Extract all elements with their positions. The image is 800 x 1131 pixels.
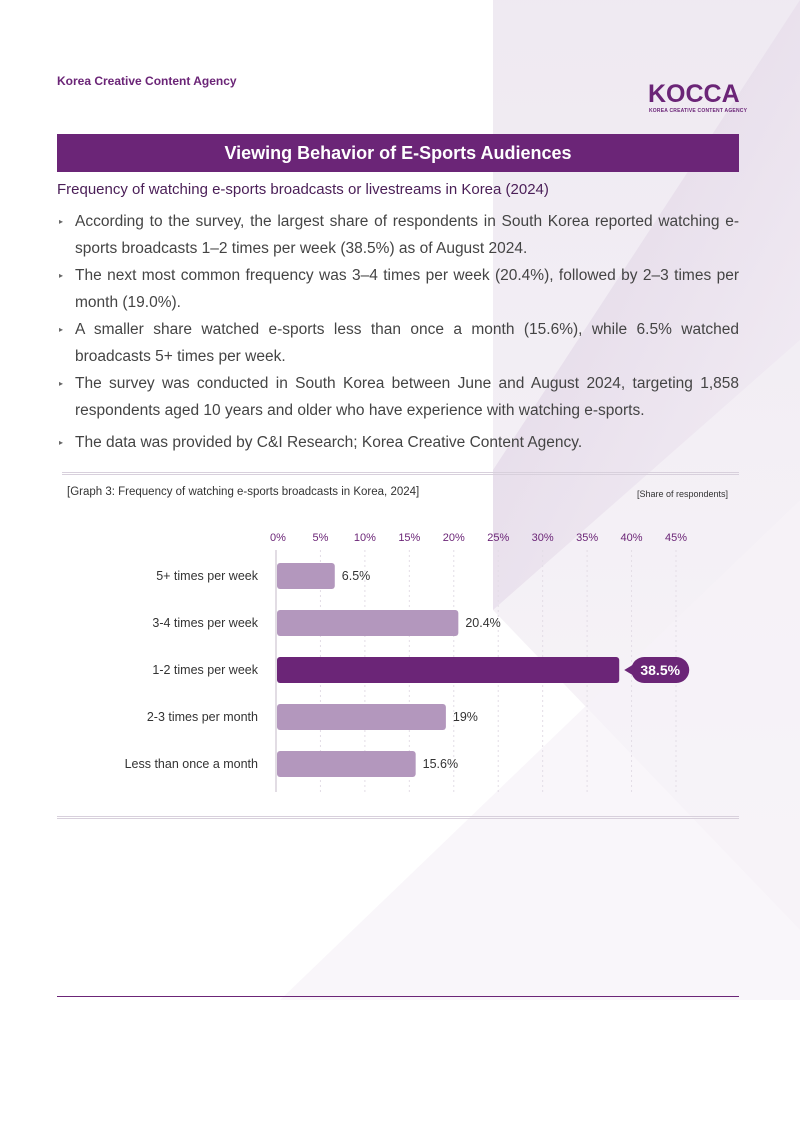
x-tick-label: 15% (398, 532, 421, 544)
bullet-item: ▸ The data was provided by C&I Research; Korea Creative Content Agency. (57, 429, 739, 456)
bullet-triangle-icon: ▸ (59, 217, 64, 226)
category-label: Less than once a month (124, 757, 258, 771)
logo-subtitle: KOREA CREATIVE CONTENT AGENCY (649, 108, 748, 114)
value-label: 15.6% (422, 757, 459, 771)
organization-name: Korea Creative Content Agency (57, 74, 237, 88)
bullet-item: ▸ The survey was conducted in South Korea between June and August 2024, targeting 1,858 respondents aged 10 years and older who have experience with watching e-sports. (57, 370, 739, 424)
value-label: 6.5% (341, 569, 371, 583)
x-tick-label: 20% (442, 532, 465, 544)
bar (277, 751, 416, 777)
x-tick-label: 10% (353, 532, 376, 544)
x-tick-label: 30% (531, 532, 554, 544)
value-label: 19% (452, 710, 478, 724)
x-tick-label: 0% (270, 532, 286, 544)
bullet-item: ▸ According to the survey, the largest share of respondents in South Korea reported watching e-sports broadcasts 1–2 times per week (38.5%) as of August 2024. (57, 208, 739, 262)
category-label: 5+ times per week (156, 569, 258, 583)
bullet-triangle-icon: ▸ (59, 438, 64, 447)
category-label: 1-2 times per week (152, 663, 258, 677)
bullet-item: ▸ A smaller share watched e-sports less than once a month (15.6%), while 6.5% watched broadcasts 5+ times per week. (57, 316, 739, 370)
bar (277, 610, 458, 636)
bullet-item: ▸ The next most common frequency was 3–4 times per week (20.4%), followed by 2–3 times per month (19.0%). (57, 262, 739, 316)
page-title: Viewing Behavior of E-Sports Audiences (57, 134, 739, 172)
x-tick-label: 35% (576, 532, 599, 544)
frequency-bar-chart (0, 520, 800, 800)
bullet-list (57, 208, 739, 456)
section-subtitle: Frequency of watching e-sports broadcasts or livestreams in Korea (2024) (57, 181, 549, 198)
badge-pointer-icon (624, 664, 634, 676)
x-tick-label: 25% (487, 532, 510, 544)
logo-wordmark: KOCCA (648, 80, 740, 108)
bullet-triangle-icon: ▸ (59, 379, 64, 388)
value-label: 20.4% (465, 616, 501, 630)
bullet-triangle-icon: ▸ (59, 325, 64, 334)
x-tick-label: 5% (312, 532, 329, 544)
bullet-triangle-icon: ▸ (59, 271, 64, 280)
x-tick-label: 40% (620, 532, 643, 544)
footer-line (57, 996, 739, 997)
graph-unit-label: [Share of respondents] (636, 489, 728, 499)
bar (277, 704, 446, 730)
bar (277, 563, 335, 589)
category-label: 2-3 times per month (146, 710, 258, 724)
category-label: 3-4 times per week (152, 616, 258, 630)
value-label: 38.5% (640, 662, 681, 678)
graph-caption: [Graph 3: Frequency of watching e-sports broadcasts in Korea, 2024] (67, 486, 420, 498)
bar (277, 657, 619, 683)
graph-bottom-rule (57, 816, 739, 819)
kocca-logo (648, 80, 748, 116)
x-tick-label: 45% (664, 532, 688, 544)
graph-top-rule (62, 472, 739, 475)
